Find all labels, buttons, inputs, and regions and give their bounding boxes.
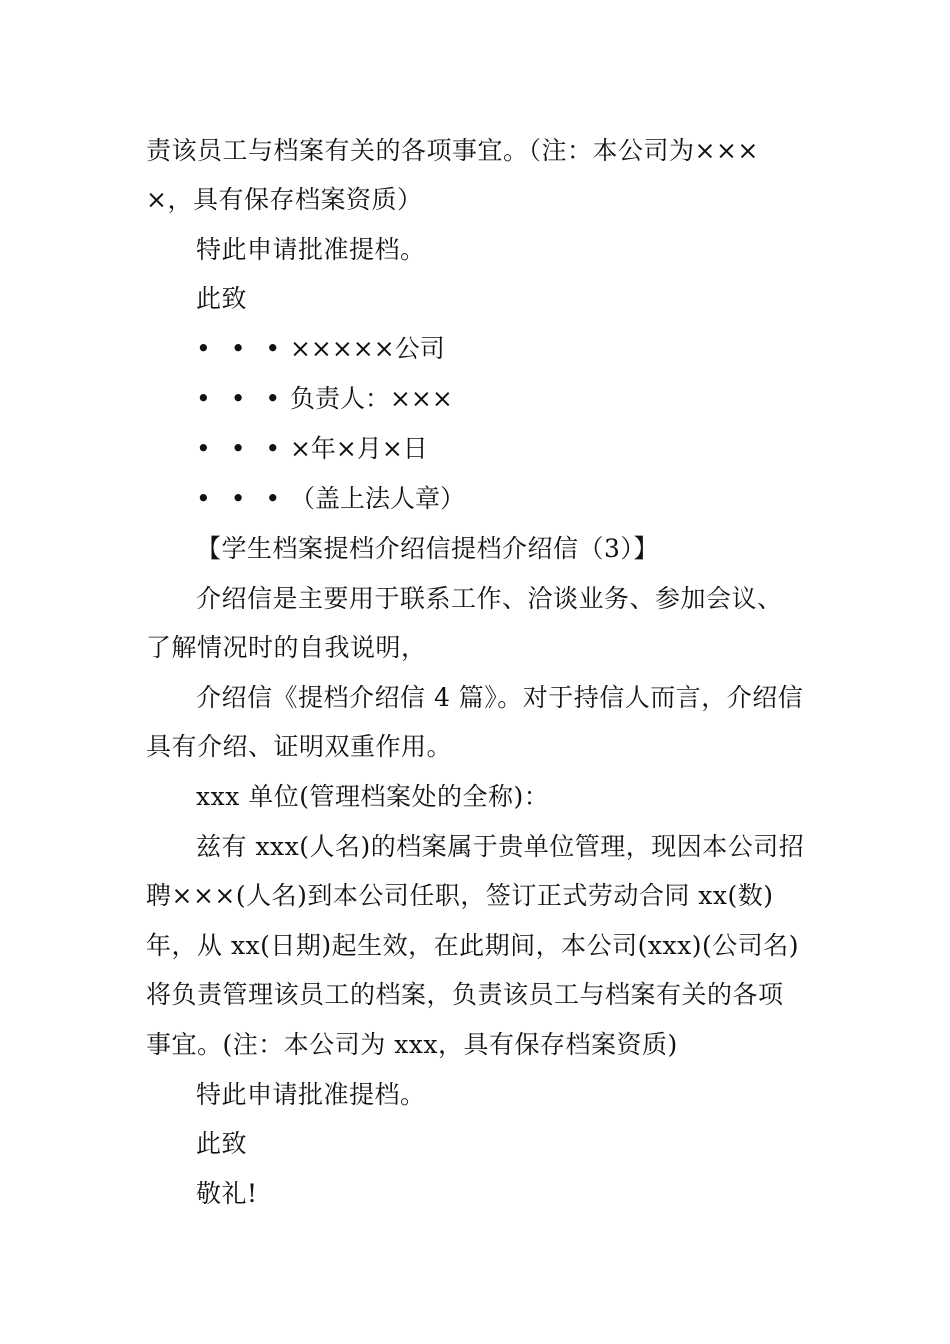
bullet-dots: • • • bbox=[196, 484, 287, 513]
signature-date: ×年×月×日 bbox=[289, 434, 428, 463]
signature-company-row bbox=[196, 324, 445, 374]
signature-person: 负责人：××× bbox=[289, 384, 453, 413]
text-line: 事宜。(注：本公司为 xxx，具有保存档案资质) bbox=[146, 1030, 678, 1059]
text-line: 具有介绍、证明双重作用。 bbox=[146, 732, 453, 761]
text-line: 兹有 xxx(人名)的档案属于贵单位管理，现因本公司招 bbox=[196, 832, 805, 861]
text-line: 了解情况时的自我说明， bbox=[146, 633, 427, 662]
text-line: 聘×××(人名)到本公司任职，签订正式劳动合同 xx(数) bbox=[146, 881, 774, 910]
section-heading: 【学生档案提档介绍信提档介绍信（3）】 bbox=[196, 534, 659, 563]
signature-seal: （盖上法人章） bbox=[289, 484, 465, 513]
signature-date-row bbox=[196, 424, 428, 474]
text-line: 介绍信是主要用于联系工作、洽谈业务、参加会议、 bbox=[196, 584, 783, 613]
text-line: 特此申请批准提档。 bbox=[196, 1080, 426, 1109]
closing-line: 敬礼! bbox=[196, 1179, 258, 1208]
addressee-line: xxx 单位(管理档案处的全称)： bbox=[196, 782, 550, 811]
text-line: ×，具有保存档案资质） bbox=[146, 185, 423, 214]
bullet-dots: • • • bbox=[196, 384, 287, 413]
salutation-line: 此致 bbox=[196, 1129, 248, 1158]
text-line: 将负责管理该员工的档案，负责该员工与档案有关的各项 bbox=[146, 980, 784, 1009]
text-line: 介绍信《提档介绍信 4 篇》。对于持信人而言，介绍信 bbox=[196, 683, 804, 712]
text-line: 责该员工与档案有关的各项事宜。（注：本公司为××× bbox=[146, 136, 759, 165]
signature-person-row bbox=[196, 374, 453, 424]
salutation-line: 此致 bbox=[196, 284, 248, 313]
signature-seal-row bbox=[196, 474, 465, 524]
signature-company: ×××××公司 bbox=[289, 334, 445, 363]
text-line: 特此申请批准提档。 bbox=[196, 235, 426, 264]
text-line: 年，从 xx(日期)起生效，在此期间，本公司(xxx)(公司名) bbox=[146, 931, 799, 960]
bullet-dots: • • • bbox=[196, 434, 287, 463]
bullet-dots: • • • bbox=[196, 334, 287, 363]
